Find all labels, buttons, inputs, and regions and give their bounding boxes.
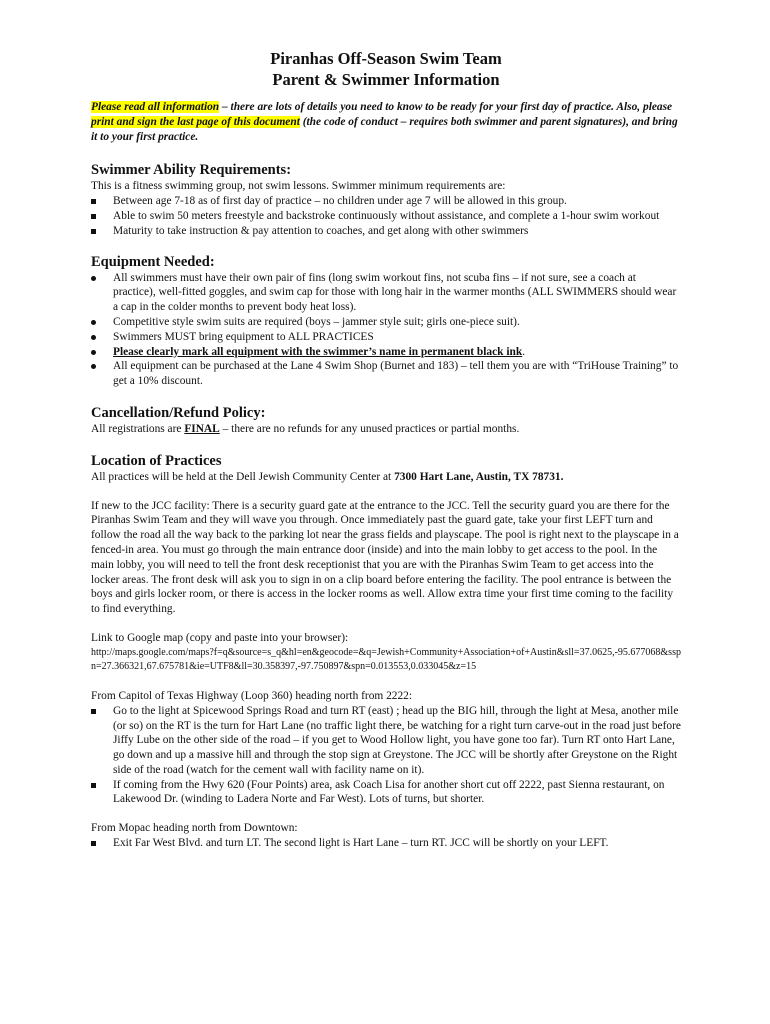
intro-text-2: (the code of conduct – requires both swimmer and parent signatures), and bring it to your first practice. — [91, 115, 678, 143]
square-bullet-icon — [91, 199, 96, 204]
list-item: Maturity to take instruction & pay attention to coaches, and get along with other swimmers — [91, 224, 681, 239]
intro-paragraph — [91, 100, 681, 144]
intro-highlight-read: Please read all information — [91, 101, 220, 113]
square-bullet-icon — [91, 841, 96, 846]
title-line-1: Piranhas Off-Season Swim Team — [270, 49, 502, 68]
list-item: Swimmers MUST bring equipment to ALL PRACTICES — [91, 330, 681, 345]
ability-heading: Swimmer Ability Requirements: — [91, 162, 292, 179]
map-lead: Link to Google map (copy and paste into your browser): — [91, 631, 349, 644]
list-item: Between age 7-18 as of first day of practice – no children under age 7 will be allowed in this group. — [91, 194, 681, 209]
square-bullet-icon — [91, 214, 96, 219]
list-item: Competitive style swim suits are required (boys – jammer style suit; girls one-piece suit). — [91, 315, 681, 330]
intro-text-1: – there are lots of details you need to know to be ready for your first day of practice. Also, please — [219, 101, 673, 113]
equipment-heading: Equipment Needed: — [91, 253, 215, 270]
ability-list — [91, 194, 681, 238]
intro-highlight-print: print and sign the last page of this document — [91, 115, 300, 128]
list-item: All swimmers must have their own pair of fins (long swim workout fins, not scuba fins – if not sure, see a coach at practice), well-fitted goggles, and swim cap for those with long hair in the warmer months (ALL SWIMMERS should wear a cap in the colder months to prevent body heat loss). — [91, 271, 681, 315]
square-bullet-icon — [91, 709, 96, 714]
round-bullet-icon — [91, 364, 96, 369]
round-bullet-icon — [91, 350, 96, 355]
final-word: FINAL — [184, 422, 220, 435]
equipment-list — [91, 271, 681, 389]
list-item: Please clearly mark all equipment with the swimmer’s name in permanent black ink. — [91, 345, 681, 360]
location-text: All practices will be held at the Dell Jewish Community Center at 7300 Hart Lane, Austin, TX 78731. — [91, 470, 564, 483]
capitol-lead: From Capitol of Texas Highway (Loop 360) heading north from 2222: — [91, 689, 413, 702]
square-bullet-icon — [91, 783, 96, 788]
list-item: Go to the light at Spicewood Springs Road and turn RT (east) ; head up the BIG hill, through the light at Mesa, another mile (or so) on the RT is the turn for Hart Lane (no traffic light there, be watching for a right turn carve-out in the road just before Jiffy Lube on the other side of the road – if you get to Wood Hollow light, you have gone too far). Turn RT onto Hart Lane, go down and up a massive hill and through the stop sign at Greystone. The JCC will be shortly after Greystone on the Right side of the road (watch for the cement wall with facility name on it). — [91, 704, 681, 778]
square-bullet-icon — [91, 229, 96, 234]
document-page — [91, 48, 681, 851]
list-item: If coming from the Hwy 620 (Four Points) area, ask Coach Lisa for another short cut off 2222, past Sienna restaurant, on Lakewood Dr. (winding to Ladera Norte and Far West). Lots of turns, but shorter. — [91, 778, 681, 808]
title-line-2: Parent & Swimmer Information — [272, 70, 500, 89]
map-url[interactable]: http://maps.google.com/maps?f=q&source=s_q&hl=en&geocode=&q=Jewish+Community+Association+of+Austin&sll=37.0625,-95.677068&sspn=27.366321,67.675781&ie=UTF8&ll=30.358397,-97.750897&spn=0.013553,0.033045&z=15 — [91, 646, 681, 673]
location-heading: Location of Practices — [91, 452, 222, 469]
mopac-list — [91, 836, 681, 851]
mopac-lead: From Mopac heading north from Downtown: — [91, 822, 298, 835]
list-item: All equipment can be purchased at the Lane 4 Swim Shop (Burnet and 183) – tell them you are with “TriHouse Training” to get a 10% discount. — [91, 359, 681, 389]
page-title — [91, 48, 681, 90]
refund-heading: Cancellation/Refund Policy: — [91, 404, 266, 421]
list-item: Exit Far West Blvd. and turn LT. The second light is Hart Lane – turn RT. JCC will be shortly on your LEFT. — [91, 836, 681, 851]
list-item: Able to swim 50 meters freestyle and backstroke continuously without assistance, and complete a 1-hour swim workout — [91, 209, 681, 224]
mark-equipment-note: Please clearly mark all equipment with the swimmer’s name in permanent black ink — [113, 345, 523, 358]
capitol-list — [91, 704, 681, 808]
address: 7300 Hart Lane, Austin, TX 78731. — [394, 470, 564, 483]
round-bullet-icon — [91, 320, 96, 325]
jcc-directions-paragraph: If new to the JCC facility: There is a security guard gate at the entrance to the JCC. Tell the security guard you are there for the Piranhas Swim Team and they will wave you through. Once immediately past the guard gate, take your first LEFT turn and follow the road all the way back to the parking lot near the grass fields and playscape. The pool is right next to the playscape in a fenced-in area. You must go through the main entrance door (inside) and into the main lobby to get access to the pool. In the main lobby, you will need to tell the front desk receptionist that you are with the Piranhas Swim Team to get access into the locker areas. The front desk will ask you to sign in on a clip board before entering the facility. The pool entrance is between the boys and girls locker room, or there is access in the locker rooms as well. Allow extra time your first time coming to the facility to find everything. — [91, 499, 679, 616]
round-bullet-icon — [91, 276, 96, 281]
ability-lead: This is a fitness swimming group, not swim lessons. Swimmer minimum requirements are: — [91, 180, 506, 193]
refund-text: All registrations are FINAL – there are no refunds for any unused practices or partial months. — [91, 422, 520, 435]
round-bullet-icon — [91, 335, 96, 340]
